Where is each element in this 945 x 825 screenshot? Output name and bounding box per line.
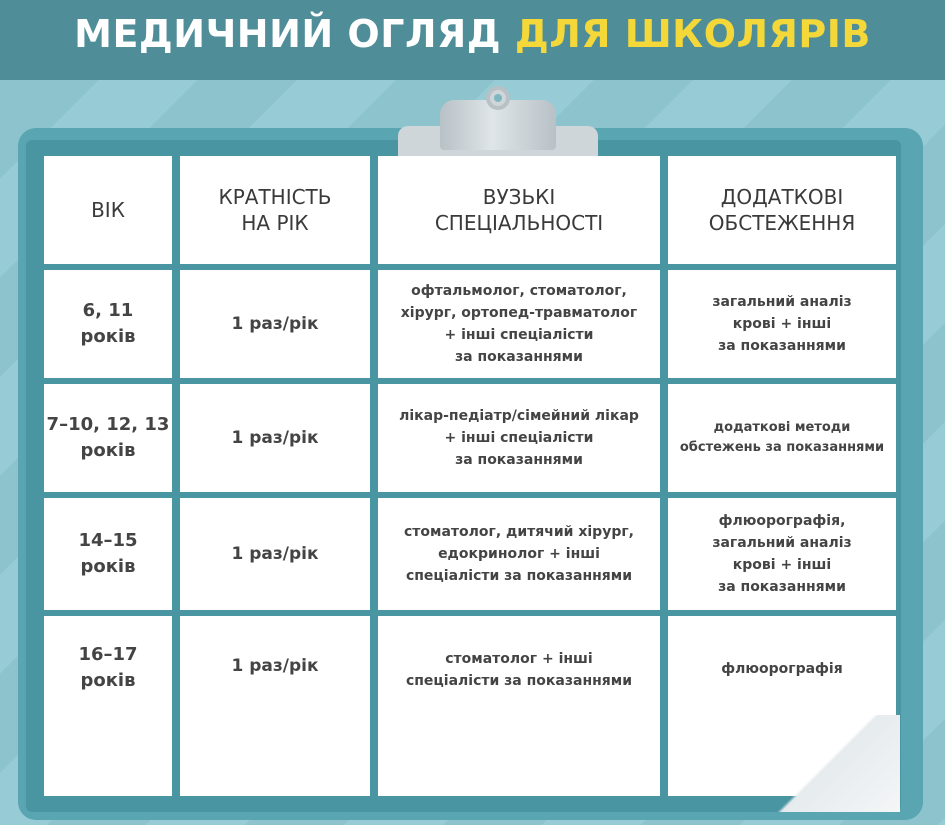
additional-line: флюорографія, [718,513,846,529]
table-row-1-additional [668,270,896,378]
table-row-4-age [44,616,172,796]
header-specialists-line: ВУЗЬКІ [482,185,556,209]
header-age [44,156,172,264]
header-additional-line: ДОДАТКОВІ [720,185,844,209]
table-row-1-specialists [378,270,660,378]
age-line: років [80,326,136,347]
additional-line: флюорографія [721,661,843,677]
additional-line: крові + інші [732,557,832,573]
additional-line: додаткові методи [713,420,851,435]
additional-line: крові + інші [732,316,832,332]
specialists-line: офтальмолог, стоматолог, [411,283,627,299]
table-row-2-age [44,384,172,492]
age-line: 6, 11 [82,300,134,321]
table-row-2-additional [668,384,896,492]
frequency-text: 1 раз/рік [231,544,319,564]
age-line: 14–15 [78,530,138,551]
table-row-2-frequency [180,384,370,492]
table-row-4-frequency [180,616,370,796]
age-line: 7–10, 12, 13 [46,414,170,435]
frequency-text: 1 раз/рік [231,656,319,676]
age-line: років [80,556,136,577]
age-line: 16–17 [78,644,138,665]
table-row-3-age [44,498,172,610]
additional-line: загальний аналіз [712,294,852,310]
title-part-1: МЕДИЧНИЙ ОГЛЯД [74,12,502,56]
header-specialists-line: СПЕЦІАЛЬНОСТІ [434,211,604,235]
table-row-3-specialists [378,498,660,610]
table-row-3-frequency [180,498,370,610]
table-row-4-additional [668,616,896,796]
specialists-line: стоматолог + інші [445,651,593,667]
frequency-text: 1 раз/рік [231,428,319,448]
header-frequency-line: НА РІК [241,211,309,235]
additional-line: за показаннями [718,338,846,354]
page-title [0,12,945,56]
title-part-2: ДЛЯ ШКОЛЯРІВ [514,12,871,56]
table-row-1-age [44,270,172,378]
table-row-4-specialists [378,616,660,796]
additional-line: загальний аналіз [712,535,852,551]
header-specialists [378,156,660,264]
specialists-line: лікар-педіатр/сімейний лікар [399,408,639,424]
header-additional [668,156,896,264]
table-row-2-specialists [378,384,660,492]
additional-line: обстежень за показаннями [679,440,885,455]
header-additional-line: ОБСТЕЖЕННЯ [708,211,856,235]
specialists-line: за показаннями [455,349,583,365]
age-line: років [80,440,136,461]
age-line: років [80,670,136,691]
specialists-line: едокринолог + інші [438,546,600,562]
frequency-text: 1 раз/рік [231,314,319,334]
specialists-line: за показаннями [455,452,583,468]
table-row-3-additional [668,498,896,610]
specialists-line: + інші спеціалісти [444,327,594,343]
header-age-line: ВІК [91,198,125,222]
header-frequency [180,156,370,264]
specialists-line: + інші спеціалісти [444,430,594,446]
specialists-line: спеціалісти за показаннями [405,568,633,584]
specialists-line: хірург, ортопед-травматолог [400,305,638,321]
specialists-line: спеціалісти за показаннями [405,673,633,689]
additional-line: за показаннями [718,579,846,595]
table-row-1-frequency [180,270,370,378]
specialists-line: стоматолог, дитячий хірург, [404,524,634,540]
header-frequency-line: КРАТНІСТЬ [218,185,332,209]
